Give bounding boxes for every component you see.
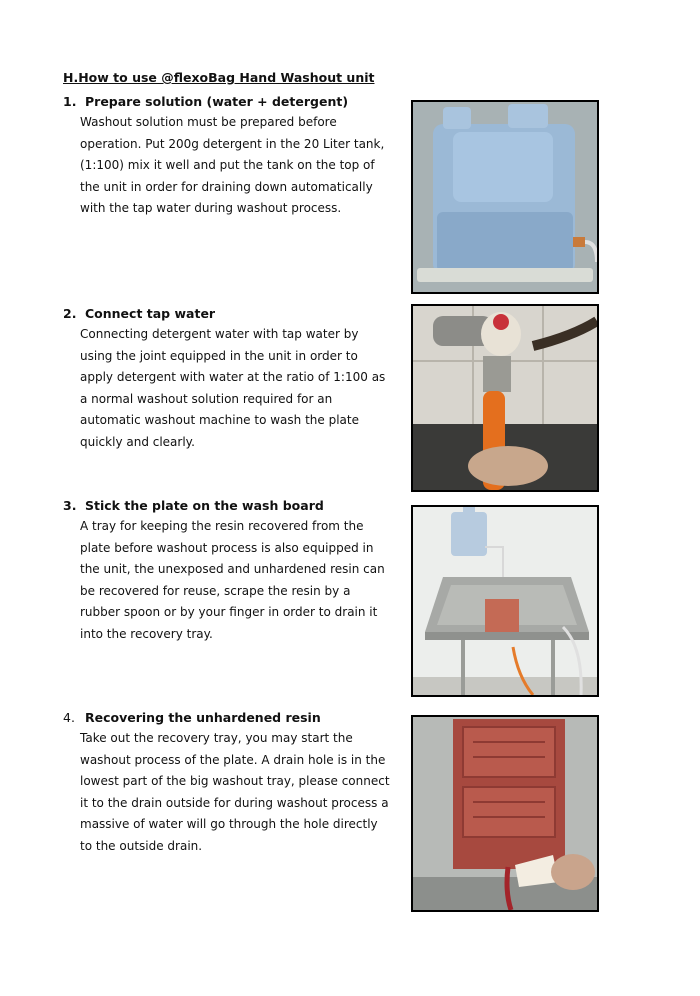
text-line: (1:100) mix it well and put the tank on the top of — [80, 158, 375, 172]
wash-board-image — [413, 507, 597, 695]
text-line: Take out the recovery tray, you may start the — [80, 731, 353, 745]
step-title: Recovering the unhardened resin — [85, 710, 321, 725]
photo-resin-recovery — [411, 715, 599, 912]
text-line: apply detergent with water at the ratio of 1:100 as — [80, 370, 386, 384]
text-line: into the recovery tray. — [80, 626, 213, 641]
step-title: Stick the plate on the wash board — [85, 498, 324, 513]
step-number: 4. — [63, 710, 75, 725]
step-heading — [63, 496, 383, 516]
step-heading — [63, 92, 383, 112]
section-title: H.How to use @flexoBag Hand Washout unit — [63, 70, 375, 85]
step-heading — [63, 304, 383, 324]
text-line: it to the drain outside for during washout process a — [80, 795, 389, 810]
photo-wash-board — [411, 505, 599, 697]
tap-connection-image — [413, 306, 597, 490]
step-number: 2. — [63, 306, 77, 321]
text-line: massive of water will go through the hole directly — [80, 817, 378, 831]
text-line: the unit in order for draining down automatically — [80, 179, 373, 194]
resin-recovery-image — [413, 717, 597, 910]
step-4 — [63, 708, 390, 857]
text-line: to the outside drain. — [80, 838, 203, 853]
text-line: using the joint equipped in the unit in order to — [80, 348, 358, 363]
text-line: quickly and clearly. — [80, 434, 195, 449]
text-line: the unit, the unexposed and unhardened resin can — [80, 562, 385, 576]
text-line: operation. Put 200g detergent in the 20 Liter tank, — [80, 136, 385, 151]
step-3 — [63, 496, 383, 645]
step-title: Prepare solution (water + detergent) — [85, 94, 349, 109]
step-text — [80, 516, 383, 645]
step-heading — [63, 708, 383, 728]
step-text — [80, 728, 390, 857]
step-text — [80, 112, 383, 220]
text-line: rubber spoon or by your finger in order to drain it — [80, 605, 378, 619]
text-line: A tray for keeping the resin recovered from the — [80, 519, 364, 533]
text-line: lowest part of the big washout tray, please connect — [80, 774, 390, 788]
step-number: 3. — [63, 498, 77, 513]
text-line: be recovered for reuse, scrape the resin by a — [80, 583, 351, 598]
text-line: Connecting detergent water with tap water by — [80, 327, 359, 341]
text-line: washout process of the plate. A drain hole is in the — [80, 752, 386, 767]
step-1 — [63, 92, 383, 220]
text-line: a normal washout solution required for an — [80, 391, 333, 406]
text-line: plate before washout process is also equipped in — [80, 540, 374, 555]
photo-tap-connection — [411, 304, 599, 492]
text-line: automatic washout machine to wash the plate — [80, 413, 359, 427]
step-number: 1. — [63, 94, 77, 109]
detergent-tank-image — [413, 102, 597, 292]
step-text — [80, 324, 386, 453]
text-line: Washout solution must be prepared before — [80, 115, 337, 129]
step-2 — [63, 304, 386, 453]
text-line: with the tap water during washout process. — [80, 201, 342, 215]
photo-detergent-tank — [411, 100, 599, 294]
step-title: Connect tap water — [85, 306, 216, 321]
